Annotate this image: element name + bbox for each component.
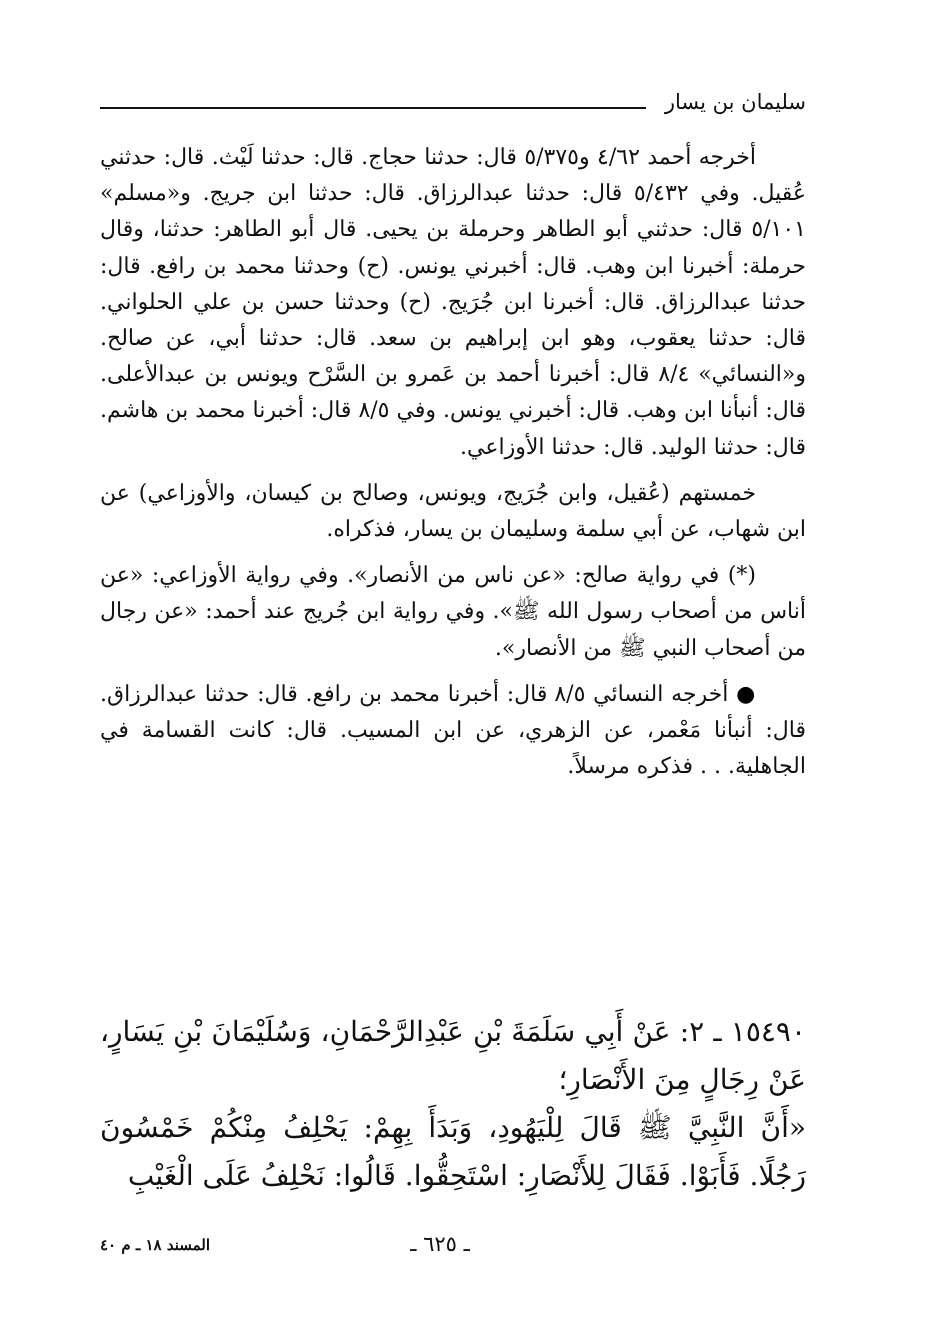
header-rule bbox=[100, 107, 646, 109]
hadith-block bbox=[100, 1008, 806, 1200]
running-title: سليمان بن يسار bbox=[664, 90, 806, 114]
note-paragraph: (*) في رواية صالح: «عن ناس من الأنصار». وفي رواية الأوزاعي: «عن أناس من أصحاب رسول الله ﷺ». وفي رواية ابن جُريج عند أحمد: «عن رجال من أصحاب النبي ﷺ من الأنصار». bbox=[100, 563, 806, 661]
summary-paragraph: خمستهم (عُقيل، وابن جُرَيج، ويونس، وصالح بن كيسان، والأوزاعي) عن ابن شهاب، عن أبي سلمة وسليمان بن يسار، فذكراه. bbox=[100, 480, 806, 543]
takhrij-paragraph: أخرجه أحمد ٤/٦٢ و٥/٣٧٥ قال: حدثنا حجاج. قال: حدثنا لَيْث. قال: حدثني عُقيل. وفي ٥/٤٣٢ قال: حدثنا عبدالرزاق. قال: حدثنا ابن جريج. و«مسلم» ٥/١٠١ قال: حدثني أبو الطاهر وحرملة بن يحيى. قال أبو الطاهر: حدثنا، وقال حرملة: أخبرنا ابن وهب. قال: أخبرني يونس. (ح) وحدثنا محمد بن رافع. قال: حدثنا عبدالرزاق. قال: أخبرنا ابن جُرَيج. (ح) وحدثنا حسن بن علي الحلواني. قال: حدثنا يعقوب، وهو ابن إبراهيم بن سعد. قال: حدثنا أبي، عن صالح. و«النسائي» ٨/٤ قال: أخبرنا أحمد بن عَمرو بن السَّرْح ويونس بن عبدالأعلى. قال: أنبأنا ابن وهب. قال: أخبرني يونس. وفي ٨/٥ قال: أخبرنا محمد بن هاشم. قال: حدثنا الوليد. قال: حدثنا الأوزاعي. bbox=[100, 145, 807, 460]
hadith-text: «أَنَّ النَّبِيَّ ﷺ قَالَ لِلْيَهُودِ، وَبَدَأَ بِهِمْ: يَحْلِفُ مِنْكُمْ خَمْسُونَ رَجُلًا. فَأَبَوْا. فَقَالَ لِلأَنْصَارِ: اسْتَحِقُّوا. قَالُوا: نَحْلِفُ عَلَى الْغَيْبِ bbox=[100, 1111, 806, 1192]
signature-mark: المسند ١٨ ـ م ٤٠ bbox=[100, 1236, 211, 1254]
page-footer bbox=[100, 1232, 806, 1262]
commentary-text bbox=[100, 140, 806, 785]
mursal-paragraph bbox=[100, 677, 806, 786]
hadith-heading: ١٥٤٩٠ ـ ٢: عَنْ أَبِي سَلَمَةَ بْنِ عَبْدِالرَّحْمَانِ، وَسُلَيْمَانَ بْنِ يَسَارٍ، عَنْ رِجَالٍ مِنَ الأَنْصَارِ؛ bbox=[100, 1015, 806, 1096]
page-header bbox=[100, 88, 806, 118]
mursal-text: أخرجه النسائي ٨/٥ قال: أخبرنا محمد بن رافع. قال: حدثنا عبدالرزاق. قال: أنبأنا مَعْمر، عن الزهري، عن ابن المسيب. قال: كانت القسامة في الجاهلية. . . فذكره مرسلاً. bbox=[100, 681, 806, 780]
bullet-icon: ● bbox=[736, 681, 757, 707]
page-number: ـ ٦٢٥ ـ bbox=[410, 1232, 470, 1256]
